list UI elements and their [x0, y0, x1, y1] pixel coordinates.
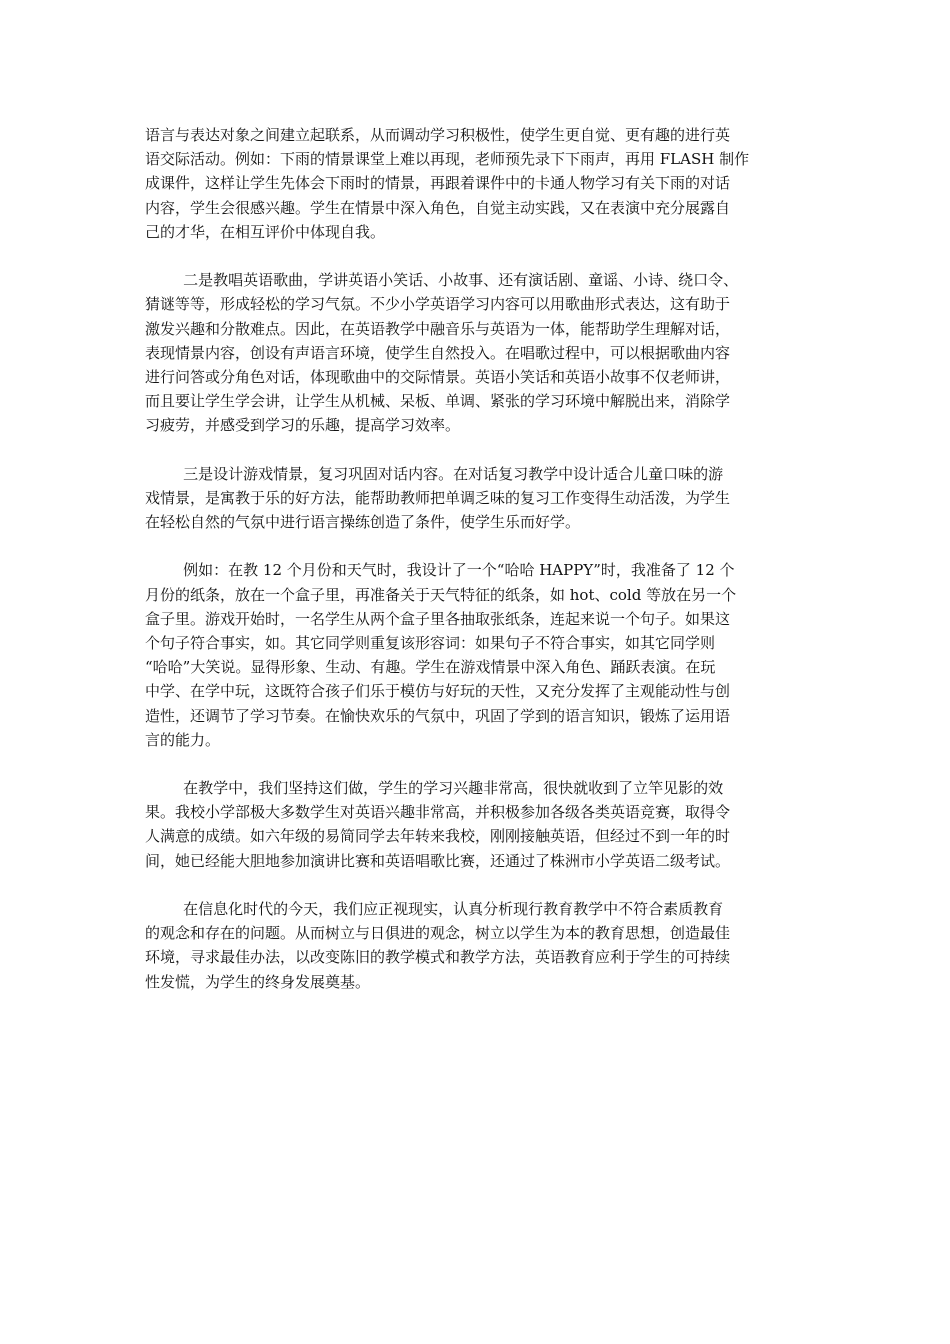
text-line: 戏情景，是寓教于乐的好方法，能帮助教师把单调乏味的复习工作变得生动活泼，为学生 [145, 488, 731, 507]
text-line: 习疲劳，并感受到学习的乐趣，提高学习效率。 [145, 416, 461, 435]
text-line: 在信息化时代的今天，我们应正视现实，认真分析现行教育教学中不符合素质教育 [145, 900, 724, 918]
paragraph-spacer [145, 244, 810, 268]
text-line: 激发兴趣和分散难点。因此，在英语教学中融音乐与英语为一体，能帮助学生理解对话， [145, 319, 731, 338]
paragraph-4 [145, 558, 810, 752]
text-line: 猜谜等等，形成轻松的学习气氛。不少小学英语学习内容可以用歌曲形式表达，这有助于 [145, 295, 731, 314]
text-line: 语交际活动。例如：下雨的情景课堂上难以再现，老师预先录下下雨声，再用 FLASH 制作 [145, 150, 750, 169]
document-body [145, 123, 810, 994]
text-line: 三是设计游戏情景，复习巩固对话内容。在对话复习教学中设计适合儿童口味的游 [145, 464, 724, 483]
text-line: 的观念和存在的问题。从而树立与日俱进的观念，树立以学生为本的教育思想，创造最佳 [145, 924, 731, 943]
text-line: 成课件，这样让学生先体会下雨时的情景，再跟着课件中的卡通人物学习有关下雨的对话 [145, 174, 731, 193]
text-line: 性发慌，为学生的终身发展奠基。 [145, 972, 371, 991]
text-line: 中学、在学中玩，这既符合孩子们乐于模仿与好玩的天性，又充分发挥了主观能动性与创 [145, 682, 731, 701]
paragraph-spacer [145, 437, 810, 461]
text-line: 表现情景内容，创设有声语言环境，使学生自然投入。在唱歌过程中，可以根据歌曲内容 [145, 343, 731, 362]
paragraph-spacer [145, 873, 810, 897]
text-line: 造性，还调节了学习节奏。在愉快欢乐的气氛中，巩固了学到的语言知识，锻炼了运用语 [145, 706, 731, 725]
paragraph-3 [145, 462, 810, 535]
text-line: 而且要让学生学会讲，让学生从机械、呆板、单调、紧张的学习环境中解脱出来，消除学 [145, 392, 731, 411]
text-line: 例如：在教 12 个月份和天气时，我设计了一个“哈哈 HAPPY”时，我准备了 12 个 [145, 561, 735, 580]
text-line: 在教学中，我们坚持这们做，学生的学习兴趣非常高，很快就收到了立竿见影的效 [145, 779, 724, 798]
paragraph-5 [145, 776, 810, 873]
text-line: 月份的纸条，放在一个盒子里，再准备关于天气特征的纸条，如 hot、cold 等放在另一个 [145, 585, 737, 604]
text-line: 间，她已经能大胆地参加演讲比赛和英语唱歌比赛，还通过了株洲市小学英语二级考试。 [145, 851, 731, 870]
paragraph-spacer [145, 534, 810, 558]
text-line: 果。我校小学部极大多数学生对英语兴趣非常高，并积极参加各级各类英语竞赛，取得令 [145, 803, 731, 822]
text-line: 语言与表达对象之间建立起联系，从而调动学习积极性，使学生更自觉、更有趣的进行英 [145, 126, 731, 144]
paragraph-spacer [145, 752, 810, 776]
text-line: 在轻松自然的气氛中进行语言操练创造了条件，使学生乐而好学。 [145, 513, 581, 531]
text-line: 盒子里。游戏开始时，一名学生从两个盒子里各抽取张纸条，连起来说一个句子。如果这 [145, 609, 731, 628]
text-line: 内容，学生会很感兴趣。学生在情景中深入角色，自觉主动实践，又在表演中充分展露自 [145, 198, 731, 217]
text-line: 个句子符合事实，如。其它同学则重复该形容词：如果句子不符合事实，如其它同学则 [145, 633, 716, 652]
paragraph-1 [145, 123, 810, 244]
text-line: 言的能力。 [145, 730, 221, 749]
text-line: 二是教唱英语歌曲，学讲英语小笑话、小故事、还有演话剧、童谣、小诗、绕口令、 [145, 271, 739, 290]
paragraph-6 [145, 897, 810, 994]
text-line: “哈哈”大笑说。显得形象、生动、有趣。学生在游戏情景中深入角色、踊跃表演。在玩 [145, 658, 716, 677]
text-line: 己的才华，在相互评价中体现自我。 [145, 222, 386, 241]
text-line: 进行问答或分角色对话，体现歌曲中的交际情景。英语小笑话和英语小故事不仅老师讲， [145, 367, 731, 386]
paragraph-2 [145, 268, 810, 437]
text-line: 人满意的成绩。如六年级的易简同学去年转来我校，刚刚接触英语，但经过不到一年的时 [145, 827, 731, 846]
text-line: 环境，寻求最佳办法，以改变陈旧的教学模式和教学方法，英语教育应利于学生的可持续 [145, 948, 731, 967]
